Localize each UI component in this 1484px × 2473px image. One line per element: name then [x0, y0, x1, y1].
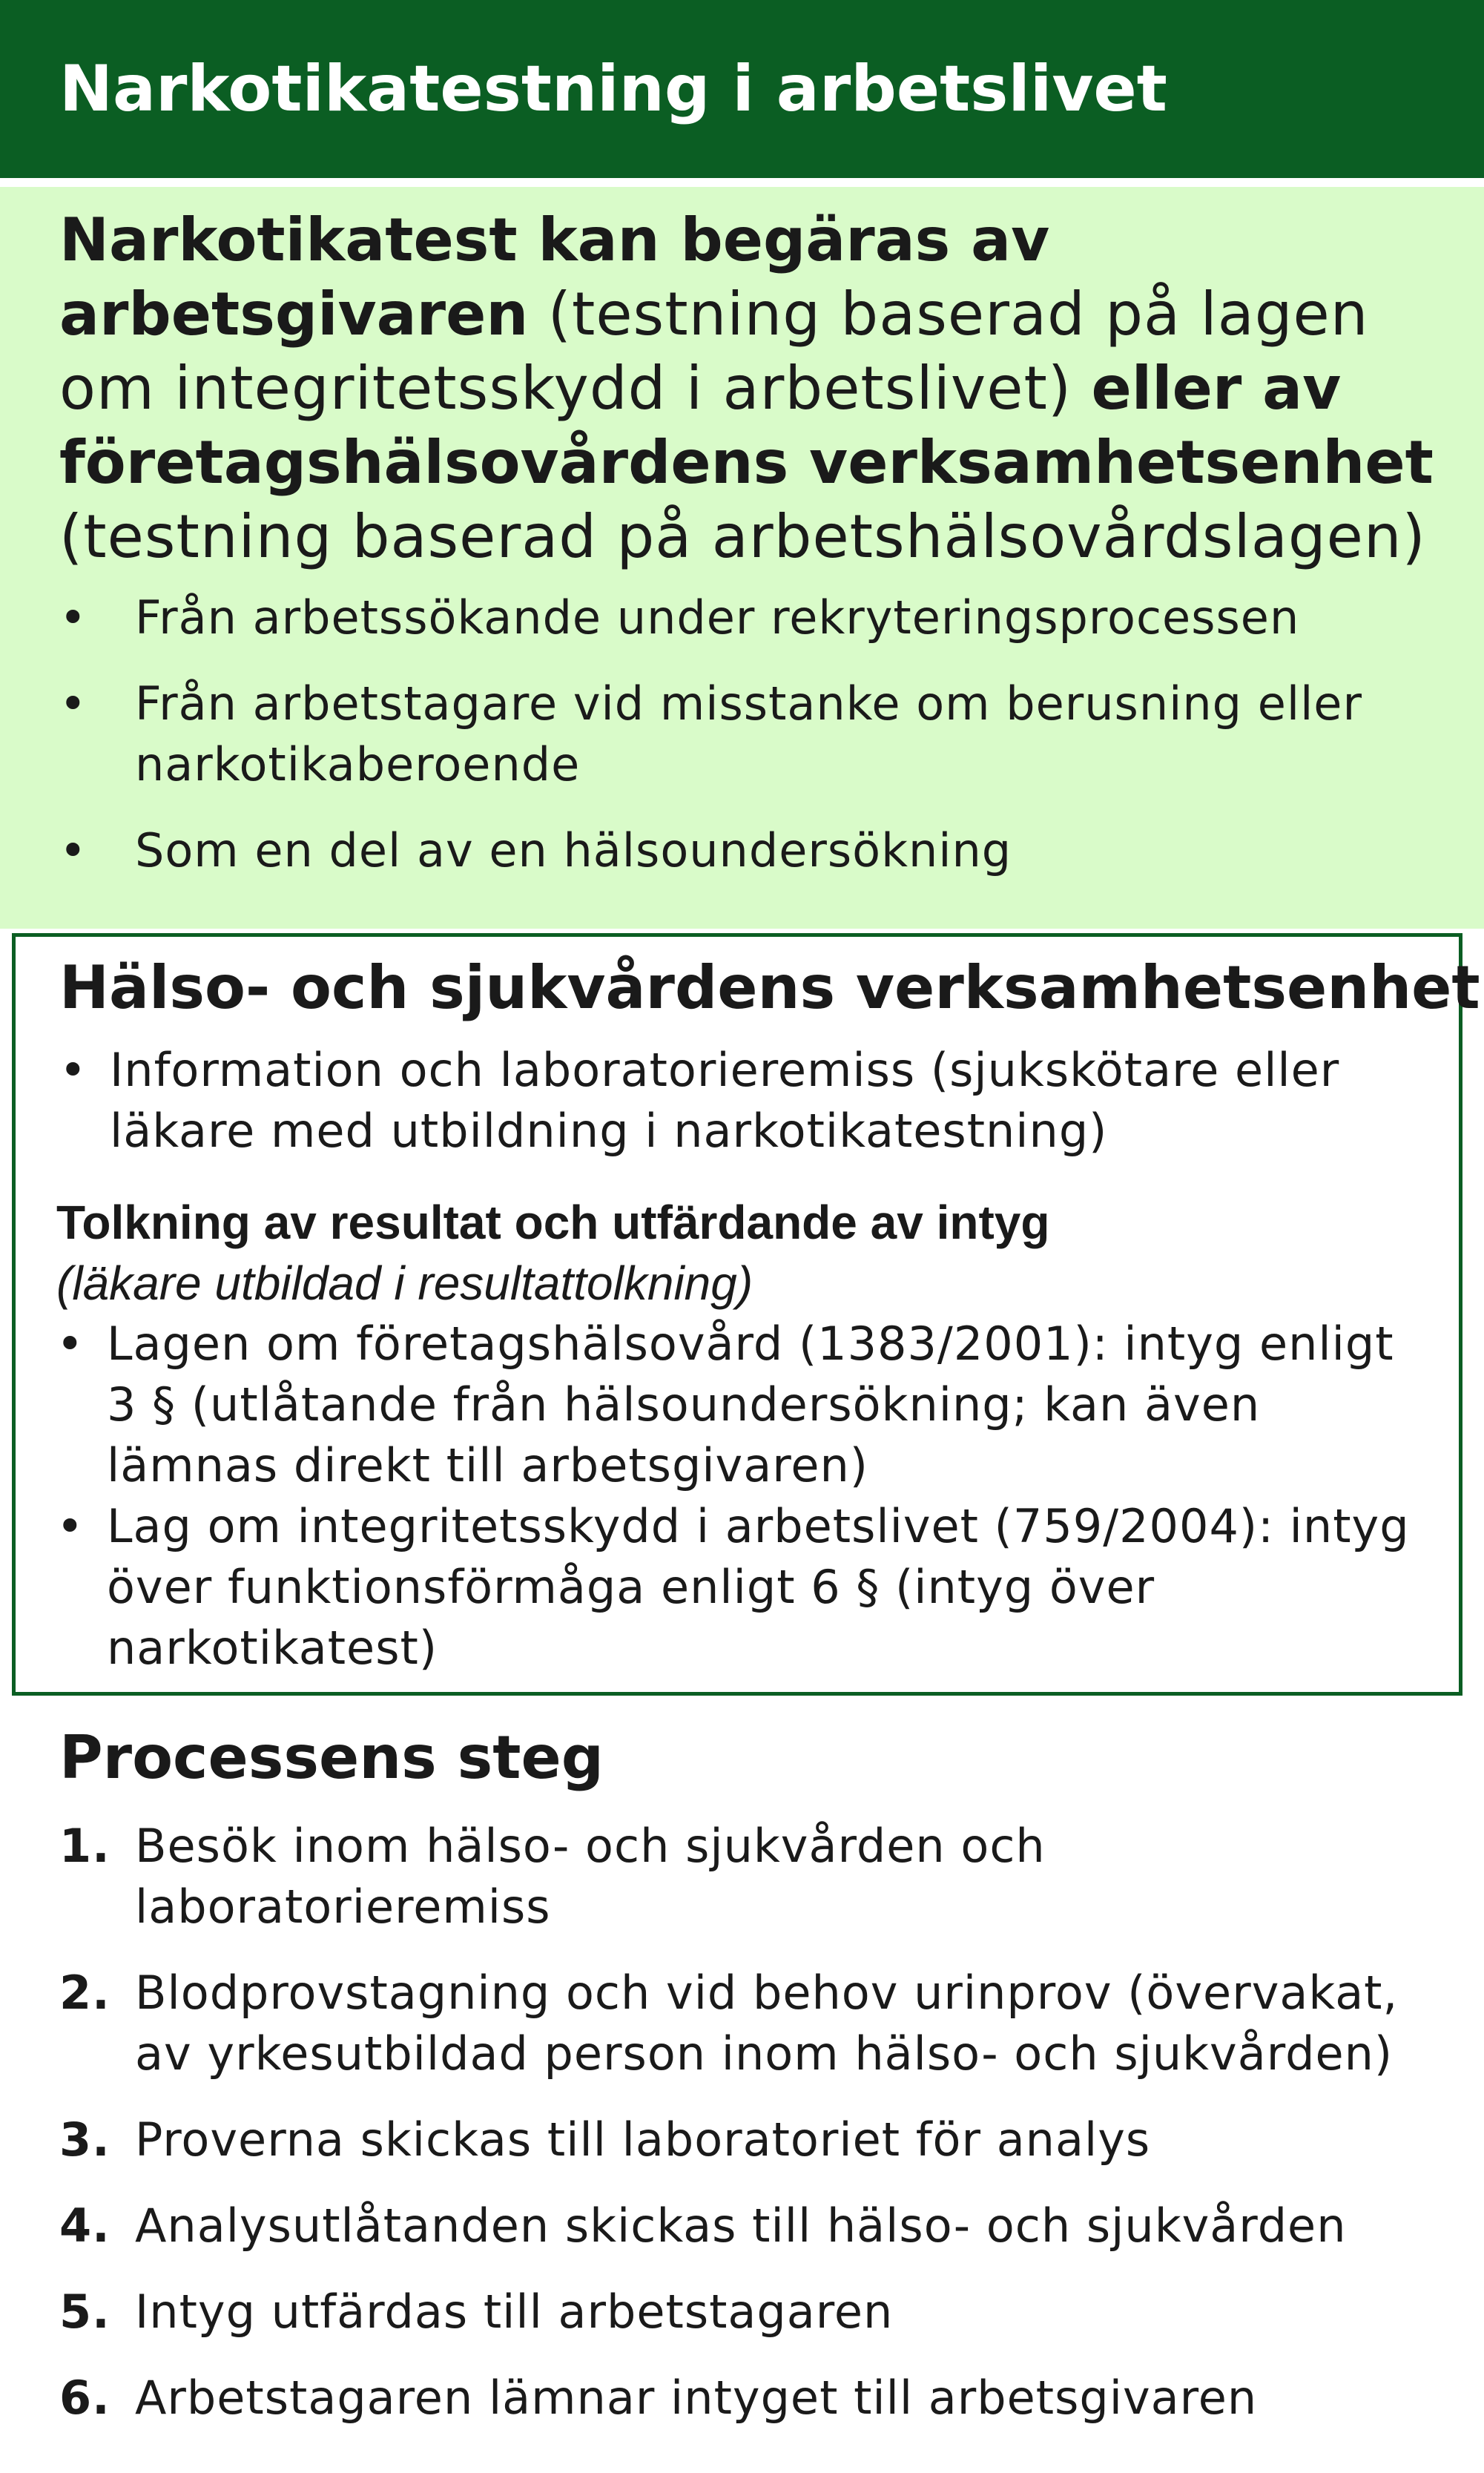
step-item — [59, 2196, 1468, 2256]
bullet: • — [59, 590, 88, 645]
bullet: • — [56, 1317, 85, 1371]
step-text: Arbetstagaren lämnar intyget till arbetsgivaren — [135, 2371, 1258, 2425]
bullet: • — [59, 823, 88, 877]
list-item — [59, 587, 1454, 648]
list-item-text: Lag om integritetsskydd i arbetslivet (759/2004): intyg över funktionsförmåga enligt 6 § (intyg över narkotikatest) — [107, 1499, 1410, 1675]
page-title: Narkotikatestning i arbetslivet — [59, 52, 1167, 126]
unit-list — [59, 1040, 1439, 1162]
list-item-text: Från arbetstagare vid misstanke om berusning eller narkotikaberoende — [135, 676, 1362, 791]
header-banner — [0, 0, 1484, 178]
bullet: • — [59, 676, 88, 731]
step-item — [59, 2368, 1468, 2428]
list-item — [59, 674, 1454, 795]
steps-title: Processens steg — [59, 1723, 604, 1792]
intro-bold-requester-employer: Narkotikatest kan begäras av arbetsgivaren — [59, 205, 1050, 349]
list-item — [59, 820, 1454, 881]
list-item — [56, 1496, 1436, 1679]
interpretation-heading: Tolkning av resultat och utfärdande av intyg — [56, 1196, 1050, 1249]
intro-panel — [0, 187, 1484, 929]
intro-bold-requester-unit: eller av företagshälsovårdens verksamhetsenhet — [59, 354, 1434, 497]
step-item — [59, 2282, 1468, 2342]
intro-unit-basis: (testning baserad på arbetshälsovårdslagen) — [59, 502, 1426, 571]
step-text: Besök inom hälso- och sjukvården och laboratorieremiss — [135, 1819, 1046, 1934]
intro-paragraph — [59, 203, 1483, 574]
interpretation-subheading: (läkare utbildad i resultattolkning) — [56, 1257, 753, 1310]
intro-employer-basis: (testning baserad på lagen om integritetsskydd i arbetslivet) — [59, 280, 1369, 423]
unit-section-title: Hälso- och sjukvårdens verksamhetsenhet — [59, 953, 1480, 1022]
steps-list — [59, 1816, 1468, 2428]
list-item — [59, 1040, 1439, 1162]
intro-list — [59, 587, 1454, 881]
step-number: 1. — [59, 1819, 111, 1873]
step-item — [59, 2110, 1468, 2170]
step-number: 2. — [59, 1966, 111, 2020]
list-item-text: Från arbetssökande under rekryteringsprocessen — [135, 590, 1300, 645]
list-item-text: Lagen om företagshälsovård (1383/2001): intyg enligt 3 § (utlåtande från hälsoundersökning; kan även lämnas direkt till arbetsgivaren) — [107, 1317, 1394, 1492]
bullet: • — [56, 1499, 85, 1553]
step-number: 3. — [59, 2113, 111, 2167]
step-number: 5. — [59, 2285, 111, 2339]
step-text: Proverna skickas till laboratoriet för analys — [135, 2113, 1151, 2167]
list-item-text: Som en del av en hälsoundersökning — [135, 823, 1012, 877]
step-number: 4. — [59, 2199, 111, 2253]
bullet: • — [59, 1043, 88, 1097]
list-item-text: Information och laboratorieremiss (sjukskötare eller läkare med utbildning i narkotikatestning) — [110, 1043, 1340, 1158]
step-text: Blodprovstagning och vid behov urinprov (övervakat, av yrkesutbildad person inom hälso- och sjukvården) — [135, 1966, 1399, 2081]
step-item — [59, 1963, 1468, 2084]
step-text: Analysutlåtanden skickas till hälso- och sjukvården — [135, 2199, 1347, 2253]
interpretation-list — [56, 1314, 1436, 1679]
step-number: 6. — [59, 2371, 111, 2425]
list-item — [56, 1314, 1436, 1496]
step-item — [59, 1816, 1468, 1937]
step-text: Intyg utfärdas till arbetstagaren — [135, 2285, 894, 2339]
